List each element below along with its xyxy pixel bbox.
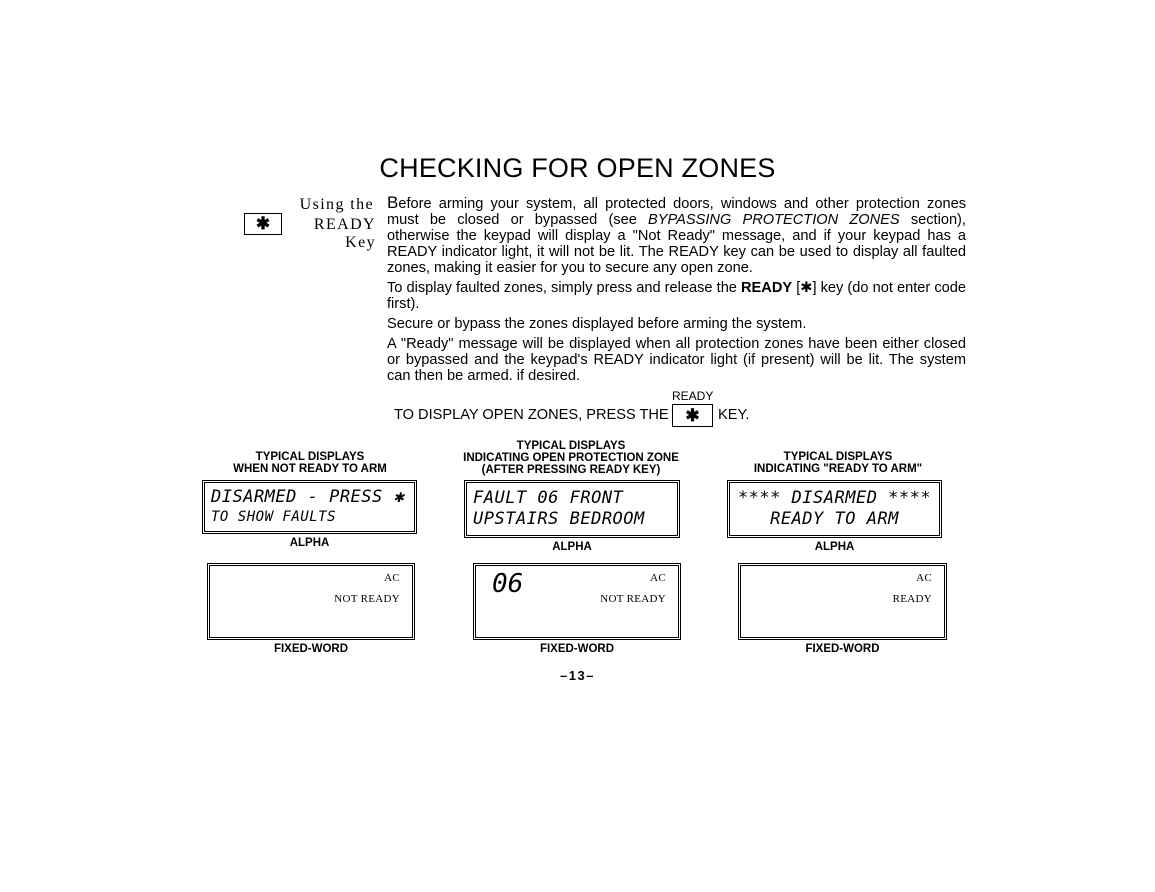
fixed-word-display: [738, 563, 947, 640]
alpha-display: [464, 480, 680, 538]
alpha-display: [727, 480, 942, 538]
caption-line: INDICATING OPEN PROTECTION ZONE: [463, 452, 679, 464]
ac-indicator: AC: [384, 572, 400, 584]
paragraph-1-text-b: section), otherwise the keypad will display a "Not Ready" message, and if your keypad has a READY indicator light, it will not be lit. The READY key can be used to display all faulted zones, making it easier for you to secure any open zone.: [387, 212, 966, 276]
ready-key-caption: READY: [672, 389, 714, 403]
caption-line: TYPICAL DISPLAYS: [516, 440, 626, 452]
zone-number-readout: 06: [492, 569, 524, 599]
caption-line: WHEN NOT READY TO ARM: [233, 463, 387, 475]
alpha-label: ALPHA: [814, 541, 855, 553]
star-key-icon: [244, 213, 282, 235]
caption-line: TYPICAL DISPLAYS: [255, 451, 365, 463]
display-caption-1: [210, 451, 410, 475]
ready-key-symbol: ✱: [685, 405, 700, 425]
drop-cap: B: [387, 193, 399, 212]
ready-status-indicator: READY: [892, 593, 932, 605]
alpha-display-line-2: TO SHOW FAULTS: [211, 509, 337, 525]
body-text: [387, 195, 966, 388]
instruction-text: TO DISPLAY OPEN ZONES, PRESS THE: [394, 407, 669, 423]
fixed-word-label: FIXED-WORD: [273, 643, 349, 655]
ready-status-indicator: NOT READY: [334, 593, 400, 605]
display-caption-2: [451, 440, 691, 476]
fixed-word-label: FIXED-WORD: [539, 643, 615, 655]
ready-bold: READY: [741, 280, 793, 296]
alpha-label: ALPHA: [289, 537, 330, 549]
alpha-display-line-1: FAULT 06 FRONT: [473, 488, 624, 508]
sidebar-label-line2: READY Key: [313, 216, 376, 251]
sidebar-label-line1: Using the: [299, 196, 374, 213]
page-title: CHECKING FOR OPEN ZONES: [379, 153, 776, 183]
fixed-word-display: [473, 563, 681, 640]
bypassing-zones-reference: BYPASSING PROTECTION ZONES: [648, 212, 900, 228]
alpha-display-line-1: DISARMED - PRESS ✱: [211, 487, 405, 507]
alpha-display-line-1: **** DISARMED ****: [737, 488, 932, 508]
page-number: –13–: [560, 668, 595, 683]
caption-line: TYPICAL DISPLAYS: [783, 451, 893, 463]
instruction-key-word: KEY.: [718, 407, 750, 423]
ac-indicator: AC: [650, 572, 666, 584]
paragraph-1: [387, 195, 966, 276]
paragraph-4: A "Ready" message will be displayed when all protection zones have been either closed or bypassed and the keypad's READY indicator light (if present) will be lit. The system can then be armed. if desired.: [387, 336, 966, 384]
paragraph-3: Secure or bypass the zones displayed before arming the system.: [387, 316, 807, 332]
alpha-display-line-2: READY TO ARM: [770, 509, 899, 529]
ready-key-icon: [672, 404, 713, 427]
paragraph-2-text-a: To display faulted zones, simply press and release the: [387, 280, 742, 296]
star-key-symbol: ✱: [255, 214, 271, 233]
ac-indicator: AC: [916, 572, 932, 584]
paragraph-2: [387, 280, 966, 312]
alpha-label: ALPHA: [552, 541, 592, 553]
paragraph-1-text-a: efore arming your system, all protected doors, windows and other protection zones must be closed or bypassed (see: [387, 196, 966, 228]
caption-line: INDICATING "READY TO ARM": [753, 463, 923, 475]
ready-status-indicator: NOT READY: [600, 593, 666, 605]
fixed-word-label: FIXED-WORD: [805, 643, 880, 655]
fixed-word-display: [207, 563, 415, 640]
display-caption-3: [733, 451, 943, 475]
alpha-display-line-2: UPSTAIRS BEDROOM: [473, 509, 645, 529]
caption-line: (AFTER PRESSING READY KEY): [481, 464, 661, 476]
alpha-display: [202, 480, 417, 534]
paragraph-2-text-b: [✱] key (do not enter code first).: [387, 280, 966, 312]
